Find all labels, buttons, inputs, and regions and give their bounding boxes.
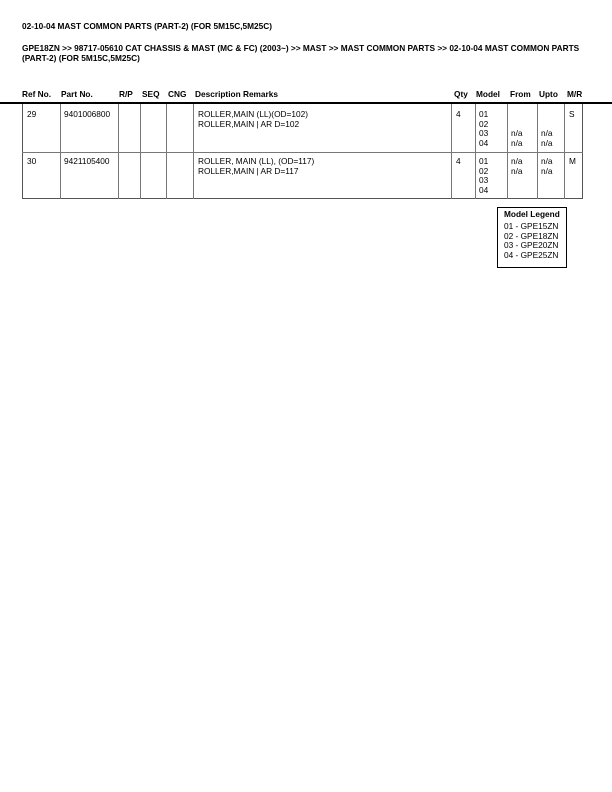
mr-cell: S — [569, 109, 575, 119]
header-seq: SEQ — [142, 89, 160, 99]
description-line: ROLLER,MAIN | AR D=117 — [198, 165, 299, 176]
model-code: 03 — [479, 128, 489, 138]
header-description: Description Remarks — [195, 89, 279, 99]
legend-item: 01 - GPE15ZN — [504, 221, 559, 232]
from-cell: n/a — [511, 165, 523, 176]
model-code: 01 — [479, 156, 489, 166]
header-cng: CNG — [168, 89, 187, 99]
model-code: 02 — [479, 165, 489, 176]
model-code: 04 — [479, 184, 489, 195]
legend-item: 02 - GPE18ZN — [504, 230, 559, 241]
qty-cell: 4 — [456, 156, 461, 166]
model-code: 04 — [479, 137, 489, 148]
description-line: ROLLER,MAIN | AR D=102 — [198, 118, 300, 129]
header-part-no: Part No. — [61, 89, 93, 99]
description-line: ROLLER,MAIN (LL)(OD=102) — [198, 109, 308, 119]
model-legend — [497, 207, 567, 268]
qty-cell: 4 — [456, 109, 461, 119]
model-code: 03 — [479, 175, 489, 185]
upto-cell: n/a — [541, 156, 553, 166]
header-model: Model — [476, 89, 500, 99]
part-no-cell: 9421105400 — [64, 156, 110, 166]
breadcrumb: GPE18ZN >> 98717-05610 CAT CHASSIS & MAST (MC & FC) (2003~) >> MAST >> MAST COMMON PARTS >> 02-10-04 MAST COMMON PARTS (PART-2) (FOR 5M15C,5M25C) — [22, 43, 580, 63]
header-mr: M/R — [567, 89, 583, 99]
mr-cell: M — [569, 156, 576, 166]
row-divider — [22, 152, 583, 153]
legend-item: 04 - GPE25ZN — [504, 249, 559, 260]
model-code: 02 — [479, 118, 489, 129]
description-line: ROLLER, MAIN (LL), (OD=117) — [198, 156, 315, 166]
part-no-cell: 9401006800 — [64, 109, 111, 119]
upto-cell: n/a — [541, 128, 553, 138]
from-cell: n/a — [511, 128, 523, 138]
model-code: 01 — [479, 109, 489, 119]
from-cell: n/a — [511, 137, 523, 148]
header-upto: Upto — [539, 89, 558, 99]
upto-cell: n/a — [541, 165, 553, 176]
header-qty: Qty — [454, 89, 468, 99]
header-from: From — [510, 89, 531, 99]
header-rp: R/P — [119, 89, 133, 99]
upto-cell: n/a — [541, 137, 553, 148]
ref-no-cell: 29 — [27, 109, 37, 119]
page-title: 02-10-04 MAST COMMON PARTS (PART-2) (FOR 5M15C,5M25C) — [22, 21, 273, 31]
from-cell: n/a — [511, 156, 523, 166]
ref-no-cell: 30 — [27, 156, 37, 166]
legend-item: 03 - GPE20ZN — [504, 240, 559, 251]
header-ref-no: Ref No. — [22, 89, 52, 99]
model-legend-title: Model Legend — [504, 209, 560, 219]
